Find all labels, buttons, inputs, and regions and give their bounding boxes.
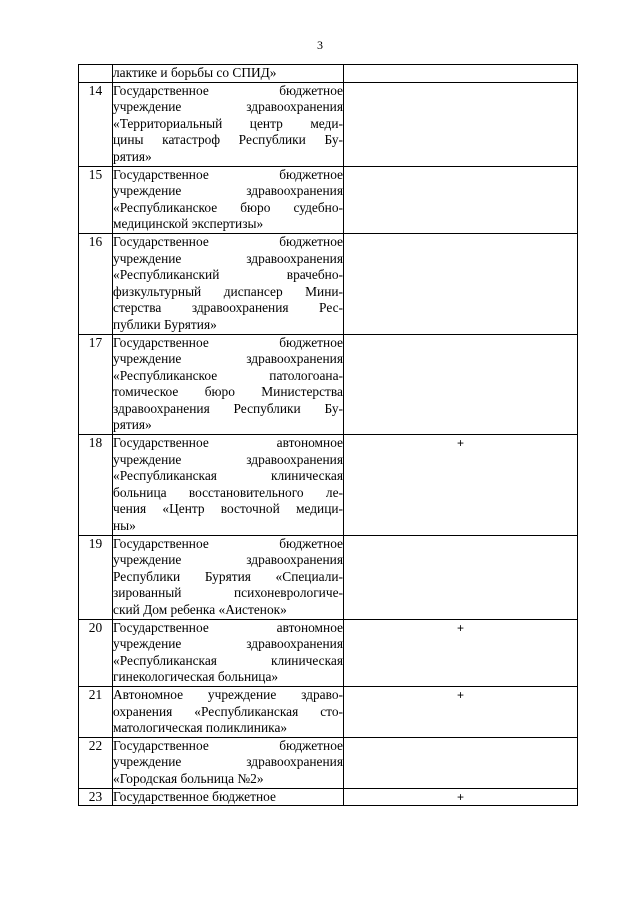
institution-name-line: охранения «Республиканская сто- bbox=[113, 703, 343, 719]
institution-name-line: «Республиканское патологоана- bbox=[113, 367, 343, 383]
institution-name-line: «Городская больница №2» bbox=[113, 770, 264, 786]
institution-name bbox=[113, 334, 344, 435]
institution-name bbox=[113, 686, 344, 737]
institution-name-line: Государственное бюджетное bbox=[113, 166, 343, 182]
mark-cell bbox=[344, 82, 578, 166]
institution-name-line: публики Бурятия» bbox=[113, 316, 217, 332]
row-number: 20 bbox=[79, 619, 113, 686]
institution-name-line: учреждение здравоохранения bbox=[113, 183, 343, 199]
mark-cell bbox=[344, 535, 578, 619]
table-body bbox=[79, 65, 578, 806]
institution-name-line: учреждение здравоохранения bbox=[113, 552, 343, 568]
mark-cell: + bbox=[344, 619, 578, 686]
institution-name-line: «Республиканский врачебно- bbox=[113, 267, 343, 283]
institution-name-line: «Территориальный центр меди- bbox=[113, 115, 343, 131]
table-row bbox=[79, 737, 578, 788]
row-number: 18 bbox=[79, 435, 113, 536]
mark-cell bbox=[344, 166, 578, 233]
institution-name-line: чения «Центр восточной медици- bbox=[113, 501, 343, 517]
institution-name-line: Государственное автономное bbox=[113, 435, 343, 451]
page-number: 3 bbox=[317, 38, 323, 52]
table-row bbox=[79, 619, 578, 686]
row-number: 14 bbox=[79, 82, 113, 166]
institution-name-line: ны» bbox=[113, 518, 136, 534]
institution-name-line: Государственное автономное bbox=[113, 619, 343, 635]
institution-name-line: учреждение здравоохранения bbox=[113, 250, 343, 266]
table-row bbox=[79, 82, 578, 166]
institution-name-line: Государственное бюджетное bbox=[113, 82, 343, 98]
institution-name bbox=[113, 82, 344, 166]
table-row bbox=[79, 686, 578, 737]
institution-name-line: рятия» bbox=[113, 148, 152, 164]
mark-cell bbox=[344, 233, 578, 334]
institution-name-line: стерства здравоохранения Рес- bbox=[113, 300, 343, 316]
institution-name bbox=[113, 619, 344, 686]
row-number: 15 bbox=[79, 166, 113, 233]
table-row bbox=[79, 334, 578, 435]
row-number: 17 bbox=[79, 334, 113, 435]
institution-name-line: учреждение здравоохранения bbox=[113, 636, 343, 652]
institution-name bbox=[113, 65, 344, 83]
institution-name-line: Государственное бюджетное bbox=[113, 334, 343, 350]
institution-name-line: матологическая поликлиника» bbox=[113, 720, 288, 736]
table-row bbox=[79, 788, 578, 806]
institution-name-line: рятия» bbox=[113, 417, 152, 433]
institution-name bbox=[113, 233, 344, 334]
institution-name-line: Республики Бурятия «Специали- bbox=[113, 568, 343, 584]
row-number: 21 bbox=[79, 686, 113, 737]
institution-name-line: «Республиканская клиническая bbox=[113, 468, 343, 484]
institution-name-line: Государственное бюджетное bbox=[113, 788, 276, 804]
institution-name-line: Автономное учреждение здраво- bbox=[113, 686, 343, 702]
institution-name-line: цины катастроф Республики Бу- bbox=[113, 132, 343, 148]
mark-cell: + bbox=[344, 435, 578, 536]
institution-name-line: «Республиканская клиническая bbox=[113, 652, 343, 668]
row-number: 19 bbox=[79, 535, 113, 619]
row-number: 16 bbox=[79, 233, 113, 334]
institution-name bbox=[113, 788, 344, 806]
institution-name bbox=[113, 435, 344, 536]
table-row bbox=[79, 435, 578, 536]
row-number bbox=[79, 65, 113, 83]
institution-name bbox=[113, 535, 344, 619]
institution-name-line: «Республиканское бюро судебно- bbox=[113, 199, 343, 215]
table-row bbox=[79, 65, 578, 83]
institution-name-line: учреждение здравоохранения bbox=[113, 754, 343, 770]
mark-cell: + bbox=[344, 788, 578, 806]
table-row bbox=[79, 233, 578, 334]
institution-name-line: ский Дом ребенка «Аистенок» bbox=[113, 602, 287, 617]
institution-name bbox=[113, 737, 344, 788]
institution-name-line: больница восстановительного ле- bbox=[113, 484, 343, 500]
institution-name-line: учреждение здравоохранения bbox=[113, 451, 343, 467]
institution-name-line: лактике и борьбы со СПИД» bbox=[113, 65, 277, 80]
institution-name-line: медицинской экспертизы» bbox=[113, 216, 264, 232]
mark-cell bbox=[344, 737, 578, 788]
institution-name-line: физкультурный диспансер Мини- bbox=[113, 283, 343, 299]
institution-name-line: Государственное бюджетное bbox=[113, 737, 343, 753]
table-row bbox=[79, 166, 578, 233]
mark-cell: + bbox=[344, 686, 578, 737]
institution-name-line: Государственное бюджетное bbox=[113, 535, 343, 551]
institution-name-line: здравоохранения Республики Бу- bbox=[113, 400, 343, 416]
institution-name-line: гинекологическая больница» bbox=[113, 669, 279, 685]
institution-name-line: зированный психоневрологиче- bbox=[113, 585, 343, 601]
institution-name-line: томическое бюро Министерства bbox=[113, 384, 343, 400]
row-number: 23 bbox=[79, 788, 113, 806]
mark-cell bbox=[344, 334, 578, 435]
institution-name-line: учреждение здравоохранения bbox=[113, 99, 343, 115]
mark-cell bbox=[344, 65, 578, 83]
institution-name-line: Государственное бюджетное bbox=[113, 233, 343, 249]
institution-name-line: учреждение здравоохранения bbox=[113, 351, 343, 367]
institutions-table bbox=[78, 64, 578, 806]
institution-name bbox=[113, 166, 344, 233]
row-number: 22 bbox=[79, 737, 113, 788]
table-row bbox=[79, 535, 578, 619]
